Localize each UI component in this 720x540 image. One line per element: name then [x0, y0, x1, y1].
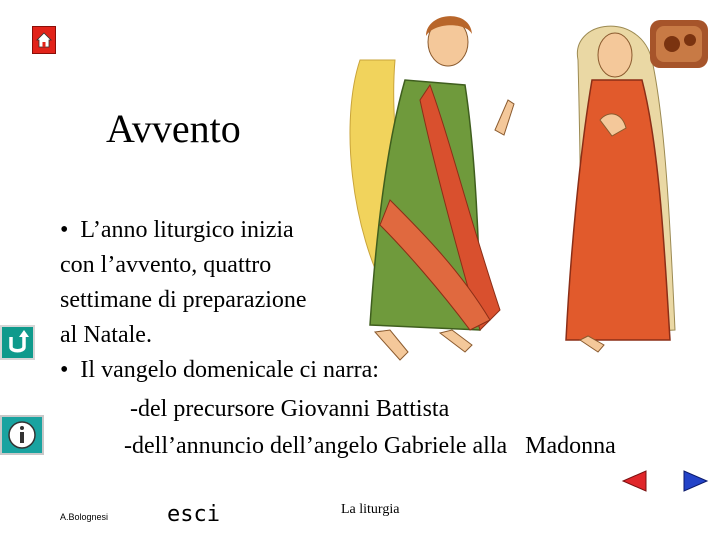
author-credit: A.Bolognesi: [60, 512, 109, 522]
section-label: La liturgia: [341, 502, 400, 517]
bullet-line-3: settimane di preparazione: [60, 287, 307, 313]
home-icon: [36, 32, 52, 48]
back-button[interactable]: [0, 325, 35, 360]
info-button[interactable]: [0, 415, 44, 455]
next-triangle-icon: [684, 471, 707, 491]
decorative-stamp-icon: [648, 14, 712, 72]
bullet-marker: •: [60, 217, 69, 243]
bullet-text: L’anno liturgico inizia: [80, 217, 294, 243]
bullet-line-1: [60, 213, 294, 247]
prev-button[interactable]: [620, 469, 648, 493]
slide-title: Avvento: [106, 106, 241, 151]
info-icon: [2, 417, 42, 453]
prev-triangle-icon: [623, 471, 646, 491]
exit-link[interactable]: esci: [167, 502, 220, 527]
bullet-line-7: -dell’annuncio dell’angelo Gabriele alla Madonna: [124, 433, 616, 459]
home-button[interactable]: [32, 26, 56, 54]
return-arrow-icon: [2, 327, 33, 358]
bullet-line-4: al Natale.: [60, 322, 152, 348]
next-button[interactable]: [682, 469, 710, 493]
bullet-line-6: -del precursore Giovanni Battista: [130, 396, 450, 422]
bullet-line-2: con l’avvento, quattro: [60, 252, 272, 278]
bullet-line-5: [60, 353, 379, 387]
bullet-marker: •: [60, 357, 69, 383]
bullet-text: Il vangelo domenicale ci narra:: [80, 357, 379, 383]
